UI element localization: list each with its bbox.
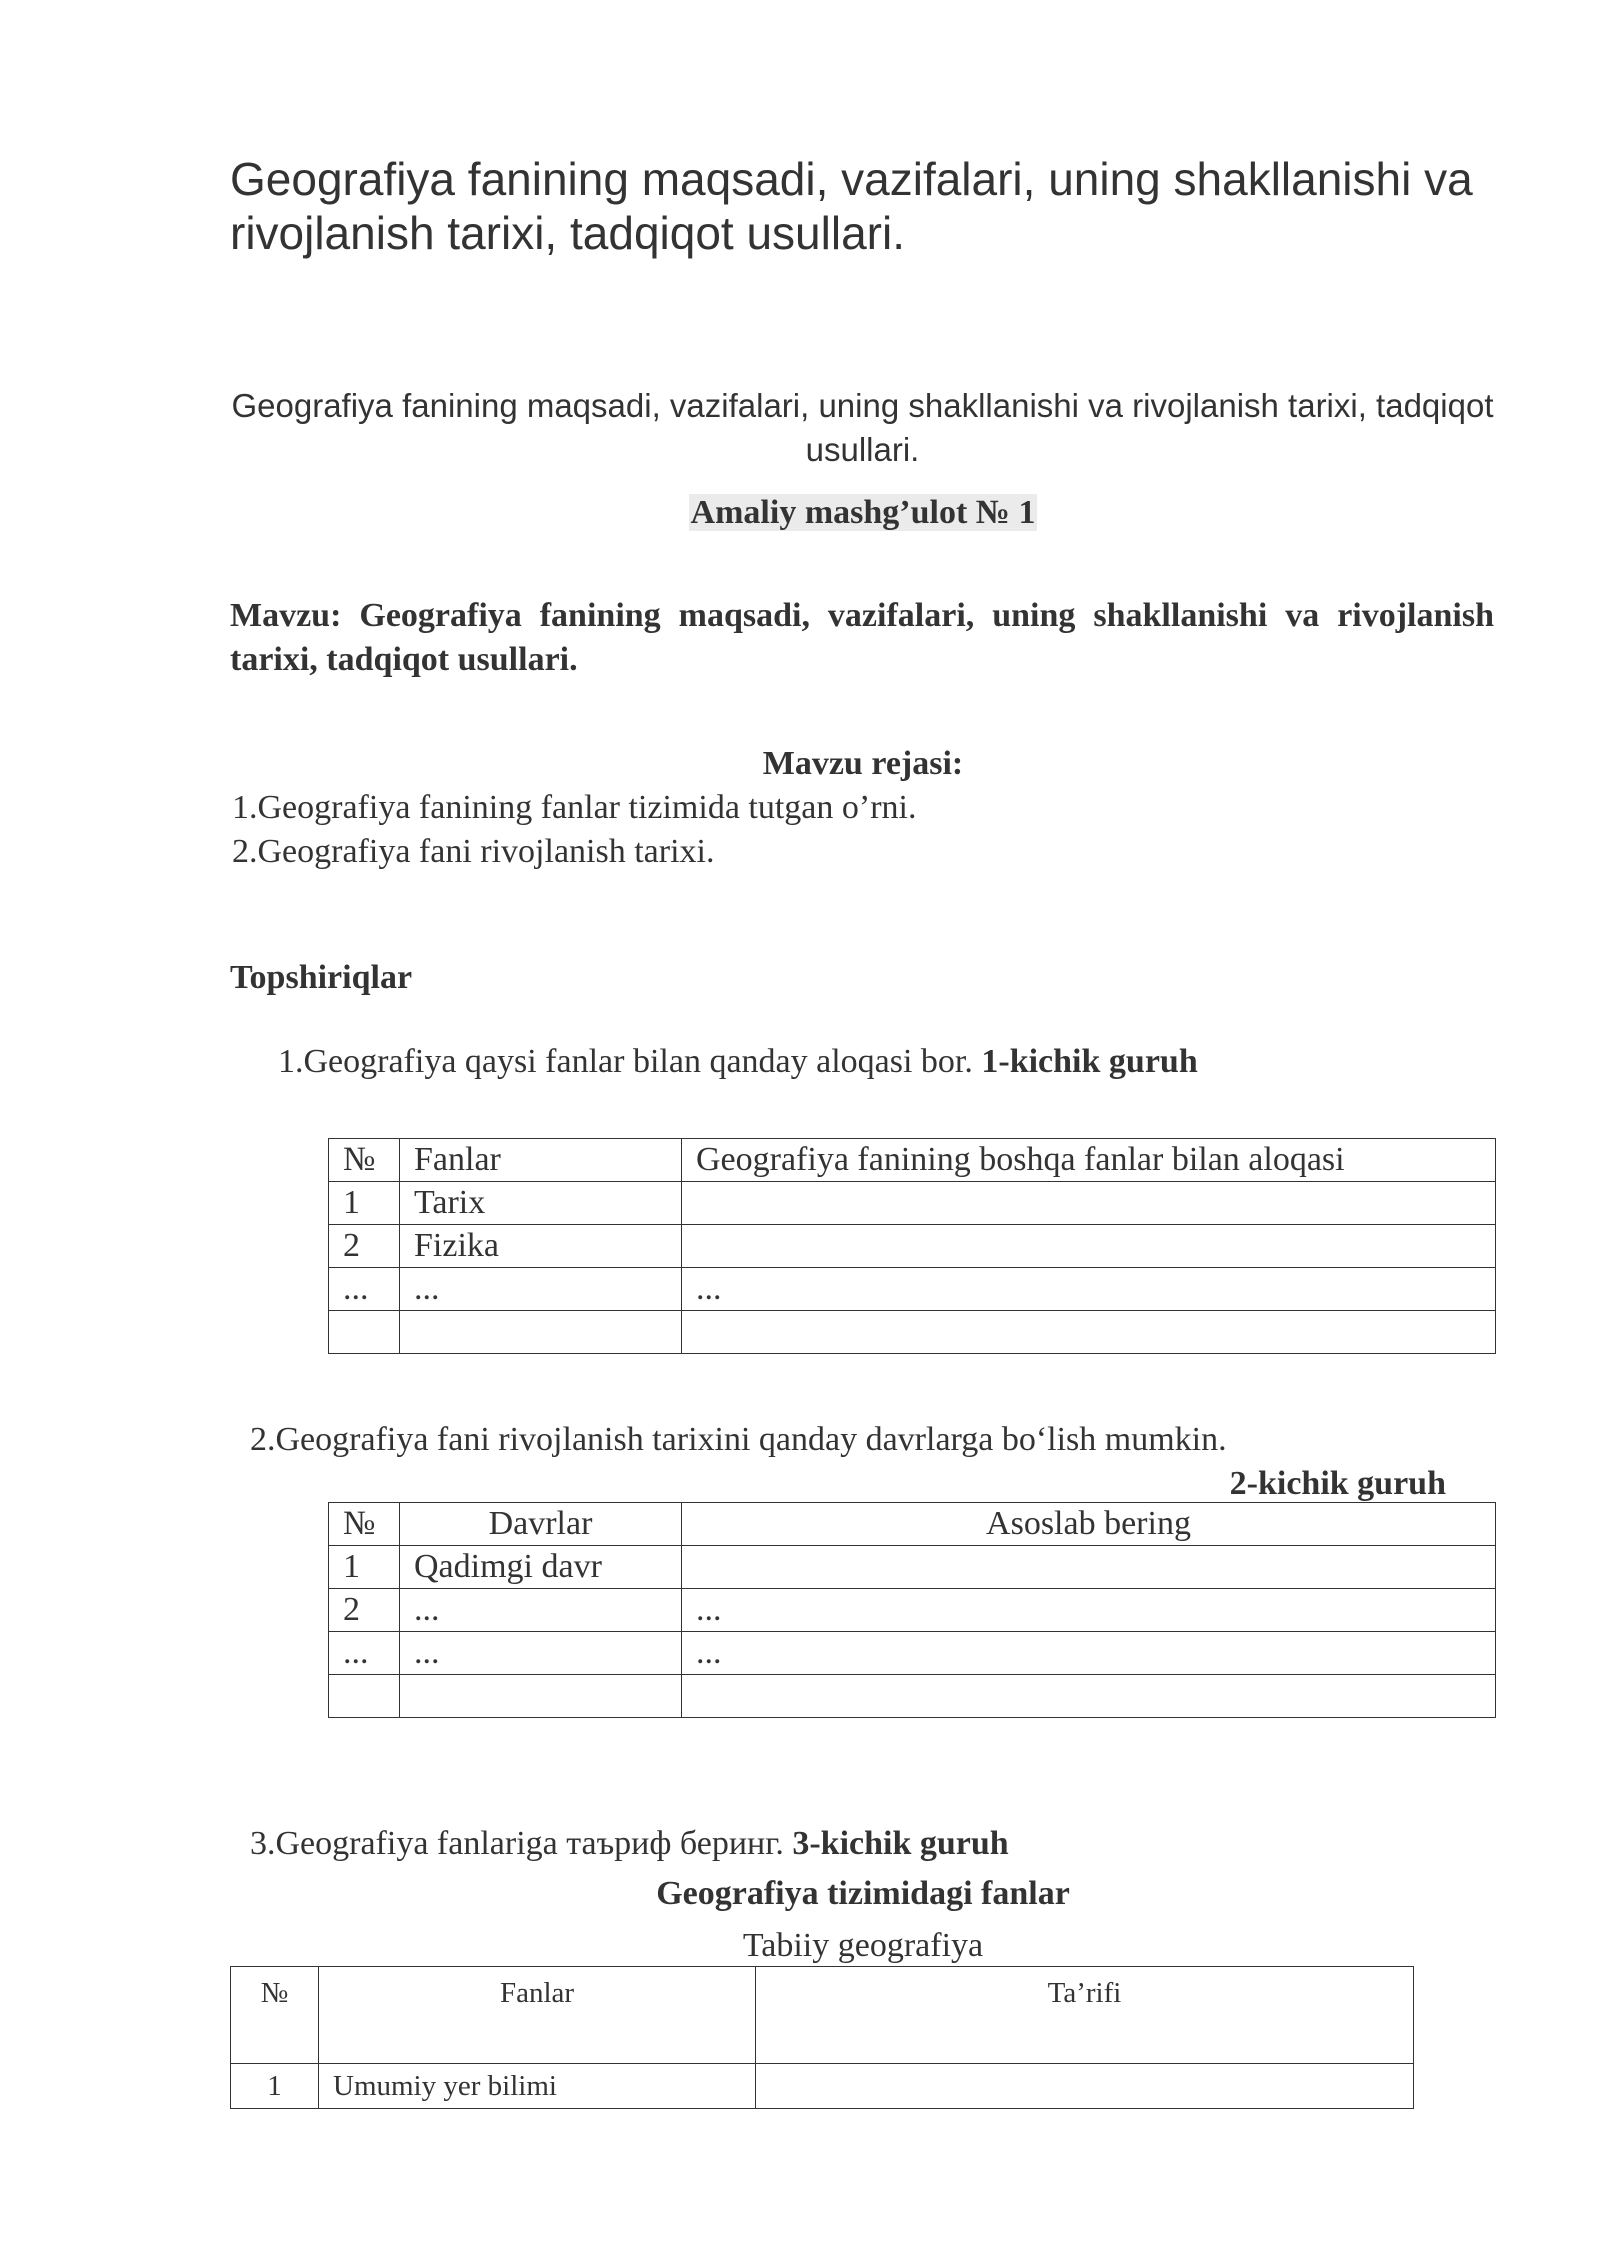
table-header-row — [329, 1503, 1496, 1546]
topic-paragraph: Mavzu: Geografiya fanining maqsadi, vazifalari, uning shakllanishi va rivojlanish tarixi, tadqiqot usullari. — [230, 597, 1494, 678]
task3-group: 3-kichik guruh — [792, 1825, 1009, 1862]
table-cell: 1 — [329, 1546, 400, 1589]
plan-item-2: 2.Geografiya fani rivojlanish tarixi. — [232, 833, 715, 870]
table-header-cell: Davrlar — [400, 1503, 682, 1546]
task3-table — [230, 1966, 1414, 2109]
table-header-cell: Fanlar — [400, 1139, 682, 1182]
table-cell: Umumiy yer bilimi — [319, 2064, 756, 2109]
table-row — [329, 1225, 1496, 1268]
table-cell — [682, 1546, 1496, 1589]
document-title: Geografiya fanining maqsadi, vazifalari, uning shakllanishi va rivojlanish tarixi, tadqiqot usullari. — [230, 153, 1473, 259]
table-cell: Fizika — [400, 1225, 682, 1268]
system-title: Geografiya tizimidagi fanlar — [656, 1875, 1070, 1912]
table-row — [329, 1182, 1496, 1225]
table-header-cell: Geografiya fanining boshqa fanlar bilan aloqasi — [682, 1139, 1496, 1182]
table-cell — [682, 1225, 1496, 1268]
table-row — [329, 1675, 1496, 1718]
task1-line — [278, 1040, 1198, 1084]
table-cell: ... — [329, 1268, 400, 1311]
table-cell: Tarix — [400, 1182, 682, 1225]
table-header-row — [231, 1967, 1414, 2064]
task2-text: 2.Geografiya fani rivojlanish tarixini qanday davrlarga bo‘lish mumkin. — [250, 1421, 1227, 1458]
table-row — [329, 1546, 1496, 1589]
task1-group: 1-kichik guruh — [981, 1043, 1198, 1080]
document-subtitle: Geografiya fanining maqsadi, vazifalari, uning shakllanishi va rivojlanish tarixi, tadqiqot usullari. — [231, 387, 1494, 468]
table-cell — [682, 1675, 1496, 1718]
table-row — [329, 1311, 1496, 1354]
table-cell: ... — [400, 1632, 682, 1675]
task3-line — [250, 1822, 1009, 1866]
table-cell: ... — [400, 1268, 682, 1311]
table-cell: 1 — [329, 1182, 400, 1225]
tasks-heading: Topshiriqlar — [230, 959, 413, 996]
table-cell — [682, 1311, 1496, 1354]
task3-text: 3.Geografiya fanlariga таъриф беринг. — [250, 1825, 793, 1862]
table-cell: 2 — [329, 1589, 400, 1632]
table-cell — [756, 2064, 1414, 2109]
table-cell: ... — [400, 1589, 682, 1632]
table-cell: 2 — [329, 1225, 400, 1268]
table-header-cell: Fanlar — [319, 1967, 756, 2064]
table-cell — [329, 1311, 400, 1354]
table-cell: Qadimgi davr — [400, 1546, 682, 1589]
table-row — [329, 1268, 1496, 1311]
table-header-cell: Asoslab bering — [682, 1503, 1496, 1546]
table-cell: ... — [329, 1632, 400, 1675]
task2-group: 2-kichik guruh — [1229, 1465, 1446, 1502]
plan-title: Mavzu rejasi: — [762, 745, 964, 782]
table-cell — [400, 1311, 682, 1354]
table-header-cell: № — [329, 1503, 400, 1546]
table-cell: 1 — [231, 2064, 319, 2109]
task1-table — [328, 1138, 1496, 1354]
table-cell: ... — [682, 1268, 1496, 1311]
plan-item-1: 1.Geografiya fanining fanlar tizimida tutgan o’rni. — [232, 789, 917, 826]
table-row — [231, 2064, 1414, 2109]
table-header-cell: Ta’rifi — [756, 1967, 1414, 2064]
practical-lesson-label — [0, 490, 1600, 536]
section-title: Tabiiy geografiya — [742, 1927, 984, 1964]
table-header-cell: № — [231, 1967, 319, 2064]
table-header-row — [329, 1139, 1496, 1182]
table-cell — [400, 1675, 682, 1718]
table-row — [329, 1589, 1496, 1632]
table-cell: ... — [682, 1632, 1496, 1675]
practical-lesson-text: Amaliy mashg’ulot № 1 — [690, 494, 1036, 531]
table-cell: ... — [682, 1589, 1496, 1632]
table-cell — [682, 1182, 1496, 1225]
task2-table — [328, 1502, 1496, 1718]
task1-text: 1.Geografiya qaysi fanlar bilan qanday aloqasi bor. — [278, 1043, 982, 1080]
table-cell — [329, 1675, 400, 1718]
table-row — [329, 1632, 1496, 1675]
table-header-cell: № — [329, 1139, 400, 1182]
